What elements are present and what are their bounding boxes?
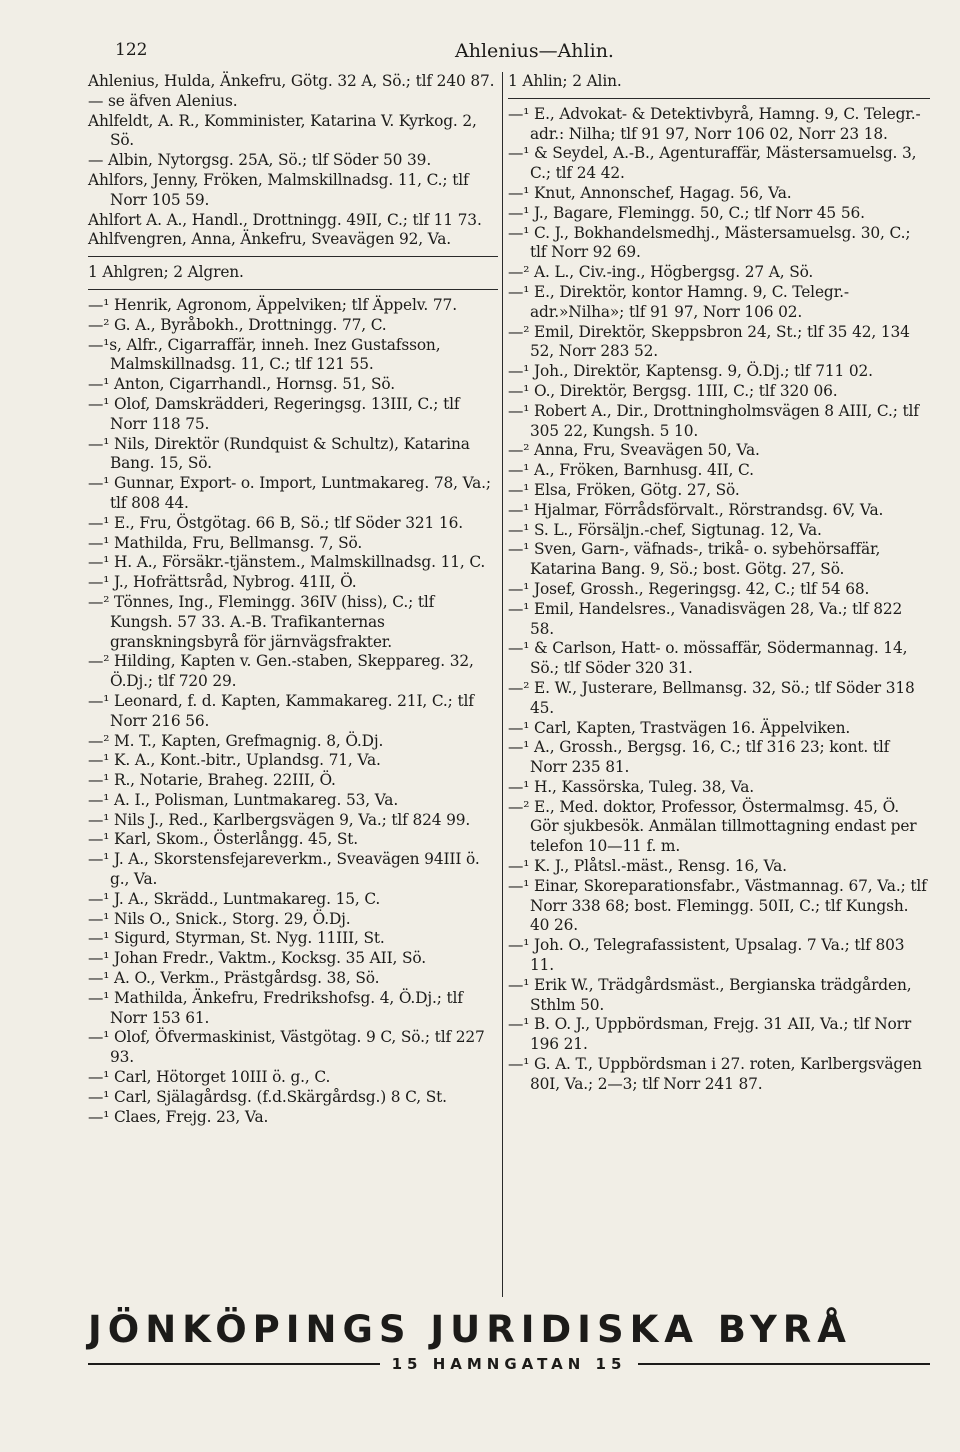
- directory-entry: —¹ Knut, Annonschef, Hagag. 56, Va.: [508, 183, 792, 202]
- directory-entry: —¹ Henrik, Agronom, Äppelviken; tlf Äppelv. 77.: [88, 295, 457, 314]
- directory-entry: —¹ Carl, Hötorget 10III ö. g., C.: [88, 1068, 331, 1087]
- directory-entry: —¹ Sigurd, Styrman, St. Nyg. 11III, St.: [88, 929, 385, 948]
- directory-entry: —¹ O., Direktör, Bergsg. 1III, C.; tlf 320 06.: [508, 381, 838, 400]
- running-head: Ahlenius—Ahlin.: [455, 40, 614, 62]
- directory-entry: —² A. L., Civ.-ing., Högbergsg. 27 A, Sö.: [508, 263, 814, 282]
- surname-group-heading: 1 Ahlin; 2 Alin.: [508, 72, 622, 90]
- directory-entry: —¹ Erik W., Trädgårdsmäst., Bergianska trädgården, Sthlm 50.: [508, 975, 912, 1014]
- directory-entry: —¹ Nils O., Snick., Storg. 29, Ö.Dj.: [88, 909, 351, 928]
- directory-entry: —¹ J. A., Skorstensfejareverkm., Sveavägen 94III ö. g., Va.: [88, 850, 480, 889]
- directory-entry: —² Hilding, Kapten v. Gen.-staben, Skeppareg. 32, Ö.Dj.; tlf 720 29.: [88, 652, 474, 691]
- directory-entry: Ahlfeldt, A. R., Komminister, Katarina V. Kyrkog. 2, Sö.: [88, 111, 477, 150]
- directory-entry: —¹ Johan Fredr., Vaktm., Kocksg. 35 AII, Sö.: [88, 949, 426, 968]
- directory-entry: —¹ E., Advokat- & Detektivbyrå, Hamng. 9, C. Telegr.-adr.: Nilha; tlf 91 97, Norr 106 02, Norr 23 18.: [508, 104, 921, 143]
- directory-entry: —² G. A., Byråbokh., Drottningg. 77, C.: [88, 315, 387, 334]
- footer-rule-left: [88, 1363, 380, 1365]
- directory-entry: —¹ A., Grossh., Bergsg. 16, C.; tlf 316 23; kont. tlf Norr 235 81.: [508, 738, 890, 777]
- directory-entry: —² E. W., Justerare, Bellmansg. 32, Sö.; tlf Söder 318 45.: [508, 678, 915, 717]
- directory-entry: Ahlfors, Jenny, Fröken, Malmskillnadsg. 11, C.; tlf Norr 105 59.: [88, 170, 469, 209]
- directory-entry: —¹ H., Kassörska, Tuleg. 38, Va.: [508, 777, 755, 796]
- directory-entry: Ahlfort A. A., Handl., Drottningg. 49II, C.; tlf 11 73.: [88, 210, 482, 229]
- directory-entry: —¹ & Seydel, A.-B., Agenturaffär, Mästersamuelsg. 3, C.; tlf 24 42.: [508, 144, 917, 183]
- directory-entry: —¹ Joh., Direktör, Kaptensg. 9, Ö.Dj.; tlf 711 02.: [508, 362, 873, 381]
- column-divider: [502, 72, 503, 1297]
- directory-entry: —¹ Karl, Skom., Österlångg. 45, St.: [88, 830, 359, 849]
- directory-entry: —¹ A. I., Polisman, Luntmakareg. 53, Va.: [88, 790, 399, 809]
- directory-entry: —¹ Emil, Handelsres., Vanadisvägen 28, Va.; tlf 822 58.: [508, 599, 903, 638]
- directory-entry: Ahlfvengren, Anna, Änkefru, Sveavägen 92, Va.: [88, 230, 452, 249]
- directory-entry: —¹ Elsa, Fröken, Götg. 27, Sö.: [508, 480, 740, 499]
- footer-rule-right: [638, 1363, 930, 1365]
- directory-entry: —¹ Hjalmar, Förrådsförvalt., Rörstrandsg. 6V, Va.: [508, 500, 884, 519]
- directory-entry: —¹ Robert A., Dir., Drottningholmsvägen 8 AIII, C.; tlf 305 22, Kungsh. 5 10.: [508, 401, 919, 440]
- right-column: [508, 72, 930, 1095]
- directory-entry: —¹ K. A., Kont.-bitr., Uplandsg. 71, Va.: [88, 751, 381, 770]
- directory-entry: —¹ Josef, Grossh., Regeringsg. 42, C.; tlf 54 68.: [508, 579, 870, 598]
- directory-entry: —¹ Mathilda, Fru, Bellmansg. 7, Sö.: [88, 533, 363, 552]
- directory-entry: —¹ Olof, Damskrädderi, Regeringsg. 13III, C.; tlf Norr 118 75.: [88, 394, 460, 433]
- directory-entry: —² Anna, Fru, Sveavägen 50, Va.: [508, 441, 760, 460]
- directory-entry: —¹ E., Fru, Östgötag. 66 B, Sö.; tlf Söder 321 16.: [88, 513, 463, 532]
- directory-entry: —¹ K. J., Plåtsl.-mäst., Rensg. 16, Va.: [508, 857, 787, 876]
- surname-group-heading: 1 Ahlgren; 2 Algren.: [88, 263, 244, 282]
- directory-entry: —¹s, Alfr., Cigarraffär, inneh. Inez Gustafsson, Malmskillnadsg. 11, C.; tlf 121 55.: [88, 335, 441, 374]
- advertisement-address: 15 HAMNGATAN 15: [391, 1355, 627, 1373]
- directory-entry: —¹ & Carlson, Hatt- o. mössaffär, Södermannag. 14, Sö.; tlf Söder 320 31.: [508, 639, 908, 678]
- directory-entry: —² E., Med. doktor, Professor, Östermalmsg. 45, Ö. Gör sjukbesök. Anmälan tillmottagning endast per telefon 10—11 f. m.: [508, 797, 917, 856]
- directory-entry: —¹ Nils, Direktör (Rundquist & Schultz), Katarina Bang. 15, Sö.: [88, 434, 470, 473]
- page-number: 122: [115, 40, 148, 60]
- directory-entry: —¹ Carl, Kapten, Trastvägen 16. Äppelviken.: [508, 718, 851, 737]
- directory-entry: —¹ A. O., Verkm., Prästgårdsg. 38, Sö.: [88, 969, 380, 988]
- advertisement-address-row: [88, 1355, 930, 1373]
- directory-entry: — se äfven Alenius.: [88, 91, 238, 110]
- directory-entry: — Albin, Nytorgsg. 25A, Sö.; tlf Söder 50 39.: [88, 151, 432, 170]
- directory-entry: —¹ Carl, Själagårdsg. (f.d.Skärgårdsg.) 8 C, St.: [88, 1087, 447, 1106]
- directory-entry: —¹ Nils J., Red., Karlbergsvägen 9, Va.; tlf 824 99.: [88, 810, 471, 829]
- directory-entry: —¹ Claes, Frejg. 23, Va.: [88, 1107, 269, 1126]
- section-rule: [88, 256, 498, 257]
- section-rule: [88, 289, 498, 290]
- directory-entry: —¹ E., Direktör, kontor Hamng. 9, C. Telegr.-adr.»Nilha»; tlf 91 97, Norr 106 02.: [508, 282, 849, 321]
- advertisement-footer: [88, 1308, 930, 1373]
- directory-entry: —¹ S. L., Försäljn.-chef, Sigtunag. 12, Va.: [508, 520, 822, 539]
- directory-entry: —¹ Olof, Öfvermaskinist, Västgötag. 9 C, Sö.; tlf 227 93.: [88, 1028, 485, 1067]
- directory-entry: —¹ J., Hofrättsråd, Nybrog. 41II, Ö.: [88, 573, 357, 592]
- directory-entry: —¹ A., Fröken, Barnhusg. 4II, C.: [508, 461, 754, 480]
- directory-entry: —¹ Anton, Cigarrhandl., Hornsg. 51, Sö.: [88, 375, 395, 394]
- directory-entry: Ahlenius, Hulda, Änkefru, Götg. 32 A, Sö.; tlf 240 87.: [88, 72, 495, 90]
- directory-entry: —¹ Gunnar, Export- o. Import, Luntmakareg. 78, Va.; tlf 808 44.: [88, 474, 491, 512]
- section-rule: [508, 98, 930, 99]
- directory-entry: —¹ Mathilda, Änkefru, Fredrikshofsg. 4, Ö.Dj.; tlf Norr 153 61.: [88, 988, 463, 1027]
- directory-entry: —¹ Sven, Garn-, väfnads-, trikå- o. sybehörsaffär, Katarina Bang. 9, Sö.; bost. Götg. 27, Sö.: [508, 540, 881, 579]
- directory-entry: —¹ B. O. J., Uppbördsman, Frejg. 31 AII, Va.; tlf Norr 196 21.: [508, 1015, 912, 1054]
- directory-entry: —² Emil, Direktör, Skeppsbron 24, St.; tlf 35 42, 134 52, Norr 283 52.: [508, 322, 910, 361]
- directory-entry: —¹ Leonard, f. d. Kapten, Kammakareg. 21I, C.; tlf Norr 216 56.: [88, 691, 474, 730]
- directory-entry: —¹ H. A., Försäkr.-tjänstem., Malmskillnadsg. 11, C.: [88, 553, 486, 572]
- directory-entry: —¹ R., Notarie, Braheg. 22III, Ö.: [88, 771, 336, 790]
- directory-entry: —² Tönnes, Ing., Flemingg. 36IV (hiss), C.; tlf Kungsh. 57 33. A.-B. Trafikanternas granskningsbyrå för järnvägsfrakter.: [88, 592, 435, 651]
- advertisement-title: JÖNKÖPINGS JURIDISKA BYRÅ: [88, 1308, 852, 1351]
- directory-entry: —¹ G. A. T., Uppbördsman i 27. roten, Karlbergsvägen 80I, Va.; 2—3; tlf Norr 241 87.: [508, 1055, 922, 1093]
- directory-entry: —¹ Einar, Skoreparationsfabr., Västmannag. 67, Va.; tlf Norr 338 68; bost. Flemingg. 50II, C.; tlf Kungsh. 40 26.: [508, 876, 927, 935]
- left-column: [88, 72, 498, 1127]
- directory-entry: —¹ Joh. O., Telegrafassistent, Upsalag. 7 Va.; tlf 803 11.: [508, 936, 905, 975]
- directory-entry: —¹ J., Bagare, Flemingg. 50, C.; tlf Norr 45 56.: [508, 203, 865, 222]
- directory-entry: —¹ J. A., Skrädd., Luntmakareg. 15, C.: [88, 889, 381, 908]
- page-header: [115, 40, 920, 70]
- directory-entry: —² M. T., Kapten, Grefmagnig. 8, Ö.Dj.: [88, 731, 384, 750]
- directory-entry: —¹ C. J., Bokhandelsmedhj., Mästersamuelsg. 30, C.; tlf Norr 92 69.: [508, 223, 911, 262]
